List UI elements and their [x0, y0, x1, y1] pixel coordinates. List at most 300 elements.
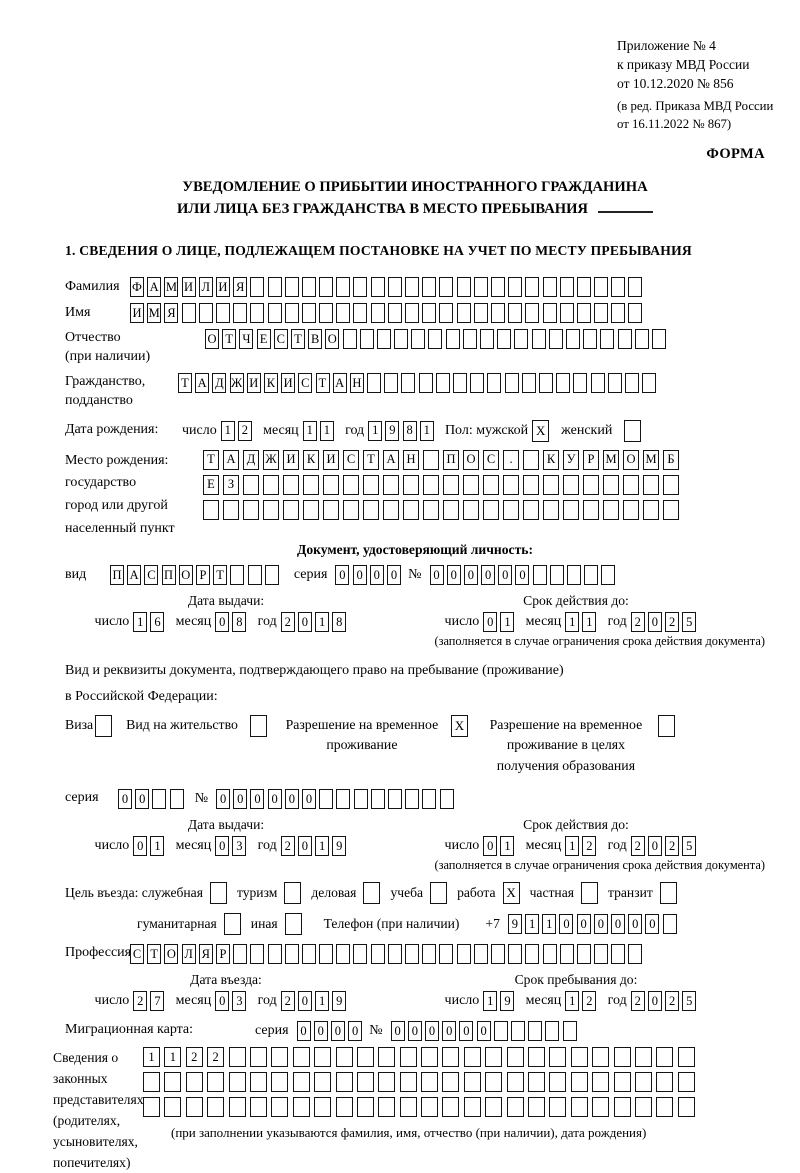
char-cell[interactable] [543, 277, 557, 297]
char-cell[interactable]: 5 [682, 612, 696, 632]
char-cell[interactable]: 5 [682, 836, 696, 856]
char-cell[interactable] [505, 373, 519, 393]
char-cell[interactable]: 0 [215, 991, 229, 1011]
char-cell[interactable] [508, 944, 522, 964]
char-cell[interactable] [199, 303, 213, 323]
char-cell[interactable] [250, 1047, 267, 1067]
char-cell[interactable]: С [298, 373, 312, 393]
char-cell[interactable]: О [205, 329, 219, 349]
char-cell[interactable]: А [127, 565, 141, 585]
char-cell[interactable]: 9 [332, 836, 346, 856]
char-cell[interactable]: Д [212, 373, 226, 393]
char-cell[interactable] [678, 1072, 695, 1092]
char-cell[interactable] [400, 1097, 417, 1117]
char-cell[interactable] [207, 1097, 224, 1117]
char-cell[interactable] [233, 303, 247, 323]
char-cell[interactable]: 0 [297, 1021, 311, 1041]
char-cell[interactable] [485, 1047, 502, 1067]
char-cell[interactable] [357, 1047, 374, 1067]
char-cell[interactable]: 0 [498, 565, 512, 585]
char-cell[interactable] [608, 373, 622, 393]
char-cell[interactable] [343, 329, 357, 349]
char-cell[interactable] [436, 373, 450, 393]
char-cell[interactable] [618, 329, 632, 349]
char-cell[interactable] [603, 500, 619, 520]
char-cell[interactable] [528, 1072, 545, 1092]
char-cell[interactable] [229, 1097, 246, 1117]
char-cell[interactable] [464, 1047, 481, 1067]
char-cell[interactable] [503, 475, 519, 495]
char-cell[interactable] [563, 475, 579, 495]
char-cell[interactable] [223, 500, 239, 520]
char-cell[interactable] [474, 303, 488, 323]
char-cell[interactable]: С [130, 944, 144, 964]
char-cell[interactable] [614, 1097, 631, 1117]
char-cell[interactable] [491, 277, 505, 297]
char-cell[interactable] [343, 500, 359, 520]
char-cell[interactable] [388, 303, 402, 323]
char-cell[interactable] [285, 944, 299, 964]
char-cell[interactable]: 0 [348, 1021, 362, 1041]
char-cell[interactable]: И [182, 277, 196, 297]
char-cell[interactable]: Р [196, 565, 210, 585]
char-cell[interactable] [411, 329, 425, 349]
char-cell[interactable] [401, 373, 415, 393]
char-cell[interactable]: А [383, 450, 399, 470]
char-cell[interactable] [600, 329, 614, 349]
char-cell[interactable] [422, 944, 436, 964]
char-cell[interactable]: 2 [582, 836, 596, 856]
char-cell[interactable] [439, 303, 453, 323]
char-cell[interactable] [663, 500, 679, 520]
purpose-work-checkbox[interactable]: X [503, 882, 520, 904]
char-cell[interactable] [470, 373, 484, 393]
char-cell[interactable] [594, 277, 608, 297]
char-cell[interactable]: 2 [281, 612, 295, 632]
char-cell[interactable] [560, 944, 574, 964]
char-cell[interactable] [528, 1047, 545, 1067]
char-cell[interactable]: 2 [133, 991, 147, 1011]
char-cell[interactable]: А [195, 373, 209, 393]
char-cell[interactable] [507, 1047, 524, 1067]
char-cell[interactable]: 0 [425, 1021, 439, 1041]
char-cell[interactable] [508, 303, 522, 323]
char-cell[interactable]: . [503, 450, 519, 470]
char-cell[interactable] [483, 500, 499, 520]
char-cell[interactable] [628, 303, 642, 323]
char-cell[interactable] [268, 944, 282, 964]
char-cell[interactable]: 9 [385, 421, 399, 441]
char-cell[interactable] [371, 303, 385, 323]
char-cell[interactable] [543, 475, 559, 495]
char-cell[interactable] [336, 277, 350, 297]
char-cell[interactable] [583, 500, 599, 520]
char-cell[interactable] [216, 303, 230, 323]
char-cell[interactable] [611, 277, 625, 297]
char-cell[interactable] [230, 565, 244, 585]
char-cell[interactable]: 0 [430, 565, 444, 585]
char-cell[interactable] [507, 1097, 524, 1117]
char-cell[interactable] [383, 500, 399, 520]
char-cell[interactable]: 0 [481, 565, 495, 585]
char-cell[interactable] [543, 500, 559, 520]
char-cell[interactable] [625, 373, 639, 393]
char-cell[interactable] [594, 303, 608, 323]
char-cell[interactable] [463, 475, 479, 495]
char-cell[interactable]: 0 [298, 612, 312, 632]
char-cell[interactable]: Д [243, 450, 259, 470]
char-cell[interactable] [443, 500, 459, 520]
char-cell[interactable] [293, 1047, 310, 1067]
sex-male-checkbox[interactable]: X [532, 420, 549, 442]
visa-checkbox[interactable] [95, 715, 112, 737]
char-cell[interactable] [371, 944, 385, 964]
char-cell[interactable]: 1 [483, 991, 497, 1011]
char-cell[interactable] [283, 500, 299, 520]
char-cell[interactable]: 1 [500, 836, 514, 856]
char-cell[interactable] [663, 475, 679, 495]
char-cell[interactable] [453, 373, 467, 393]
char-cell[interactable]: 0 [314, 1021, 328, 1041]
char-cell[interactable] [635, 1097, 652, 1117]
char-cell[interactable] [464, 1097, 481, 1117]
char-cell[interactable] [528, 1097, 545, 1117]
char-cell[interactable] [302, 303, 316, 323]
char-cell[interactable]: 0 [233, 789, 247, 809]
char-cell[interactable] [336, 1047, 353, 1067]
char-cell[interactable] [419, 373, 433, 393]
char-cell[interactable]: 5 [682, 991, 696, 1011]
char-cell[interactable]: 2 [186, 1047, 203, 1067]
char-cell[interactable]: 0 [216, 789, 230, 809]
char-cell[interactable] [503, 500, 519, 520]
char-cell[interactable]: 0 [515, 565, 529, 585]
char-cell[interactable] [152, 789, 166, 809]
char-cell[interactable]: О [463, 450, 479, 470]
char-cell[interactable] [611, 944, 625, 964]
char-cell[interactable] [353, 277, 367, 297]
char-cell[interactable] [491, 303, 505, 323]
char-cell[interactable] [628, 944, 642, 964]
char-cell[interactable] [323, 475, 339, 495]
char-cell[interactable] [446, 329, 460, 349]
char-cell[interactable]: 0 [648, 991, 662, 1011]
char-cell[interactable] [285, 303, 299, 323]
char-cell[interactable] [494, 1021, 508, 1041]
char-cell[interactable] [303, 475, 319, 495]
char-cell[interactable]: А [147, 277, 161, 297]
char-cell[interactable]: Т [178, 373, 192, 393]
char-cell[interactable]: 1 [565, 612, 579, 632]
char-cell[interactable]: А [223, 450, 239, 470]
char-cell[interactable] [485, 1097, 502, 1117]
char-cell[interactable]: Ж [263, 450, 279, 470]
char-cell[interactable]: С [483, 450, 499, 470]
char-cell[interactable]: 0 [250, 789, 264, 809]
char-cell[interactable]: 1 [542, 914, 556, 934]
char-cell[interactable]: Н [350, 373, 364, 393]
char-cell[interactable]: М [147, 303, 161, 323]
char-cell[interactable] [265, 565, 279, 585]
char-cell[interactable] [263, 475, 279, 495]
char-cell[interactable] [293, 1072, 310, 1092]
char-cell[interactable] [507, 1072, 524, 1092]
char-cell[interactable]: 7 [150, 991, 164, 1011]
char-cell[interactable]: 1 [315, 836, 329, 856]
char-cell[interactable]: 1 [221, 421, 235, 441]
char-cell[interactable] [584, 565, 598, 585]
char-cell[interactable] [336, 944, 350, 964]
char-cell[interactable]: 0 [331, 1021, 345, 1041]
char-cell[interactable] [388, 944, 402, 964]
char-cell[interactable]: 1 [315, 612, 329, 632]
char-cell[interactable] [573, 373, 587, 393]
char-cell[interactable]: 1 [315, 991, 329, 1011]
char-cell[interactable] [248, 565, 262, 585]
char-cell[interactable] [383, 475, 399, 495]
char-cell[interactable] [405, 944, 419, 964]
char-cell[interactable] [250, 944, 264, 964]
char-cell[interactable] [143, 1097, 160, 1117]
char-cell[interactable] [522, 373, 536, 393]
char-cell[interactable]: И [247, 373, 261, 393]
char-cell[interactable]: 0 [645, 914, 659, 934]
char-cell[interactable]: О [325, 329, 339, 349]
char-cell[interactable]: 0 [483, 612, 497, 632]
char-cell[interactable] [483, 475, 499, 495]
char-cell[interactable] [463, 329, 477, 349]
char-cell[interactable]: 1 [164, 1047, 181, 1067]
char-cell[interactable]: Я [233, 277, 247, 297]
char-cell[interactable] [480, 329, 494, 349]
char-cell[interactable]: Е [257, 329, 271, 349]
char-cell[interactable] [388, 277, 402, 297]
char-cell[interactable] [528, 1021, 542, 1041]
char-cell[interactable]: 2 [281, 836, 295, 856]
char-cell[interactable] [268, 277, 282, 297]
char-cell[interactable]: 2 [665, 836, 679, 856]
char-cell[interactable]: 0 [370, 565, 384, 585]
char-cell[interactable] [378, 1097, 395, 1117]
char-cell[interactable]: Р [216, 944, 230, 964]
char-cell[interactable] [549, 1097, 566, 1117]
char-cell[interactable]: С [343, 450, 359, 470]
char-cell[interactable]: И [323, 450, 339, 470]
char-cell[interactable]: И [130, 303, 144, 323]
char-cell[interactable] [523, 475, 539, 495]
char-cell[interactable]: 0 [577, 914, 591, 934]
char-cell[interactable]: 9 [500, 991, 514, 1011]
char-cell[interactable]: 1 [525, 914, 539, 934]
char-cell[interactable] [642, 373, 656, 393]
char-cell[interactable]: 2 [665, 612, 679, 632]
char-cell[interactable] [550, 565, 564, 585]
char-cell[interactable] [428, 329, 442, 349]
char-cell[interactable] [623, 500, 639, 520]
char-cell[interactable] [485, 1072, 502, 1092]
char-cell[interactable]: 2 [281, 991, 295, 1011]
char-cell[interactable] [250, 303, 264, 323]
char-cell[interactable] [319, 944, 333, 964]
char-cell[interactable]: 0 [387, 565, 401, 585]
char-cell[interactable] [363, 500, 379, 520]
char-cell[interactable] [543, 303, 557, 323]
char-cell[interactable]: О [623, 450, 639, 470]
char-cell[interactable] [577, 277, 591, 297]
char-cell[interactable]: 8 [232, 612, 246, 632]
purpose-business-checkbox[interactable] [363, 882, 380, 904]
char-cell[interactable]: Н [403, 450, 419, 470]
char-cell[interactable]: 0 [559, 914, 573, 934]
char-cell[interactable]: 0 [459, 1021, 473, 1041]
char-cell[interactable] [594, 944, 608, 964]
char-cell[interactable] [635, 1047, 652, 1067]
char-cell[interactable] [611, 303, 625, 323]
char-cell[interactable]: А [333, 373, 347, 393]
char-cell[interactable] [592, 1097, 609, 1117]
char-cell[interactable] [678, 1097, 695, 1117]
char-cell[interactable] [314, 1047, 331, 1067]
char-cell[interactable] [628, 277, 642, 297]
char-cell[interactable] [314, 1097, 331, 1117]
char-cell[interactable] [186, 1097, 203, 1117]
char-cell[interactable]: 0 [268, 789, 282, 809]
char-cell[interactable]: Т [213, 565, 227, 585]
purpose-official-checkbox[interactable] [210, 882, 227, 904]
char-cell[interactable] [583, 475, 599, 495]
char-cell[interactable] [186, 1072, 203, 1092]
char-cell[interactable] [363, 475, 379, 495]
char-cell[interactable]: 0 [133, 836, 147, 856]
char-cell[interactable]: 8 [403, 421, 417, 441]
char-cell[interactable] [464, 1072, 481, 1092]
char-cell[interactable] [442, 1097, 459, 1117]
char-cell[interactable]: М [164, 277, 178, 297]
char-cell[interactable] [474, 944, 488, 964]
char-cell[interactable]: Р [583, 450, 599, 470]
char-cell[interactable] [314, 1072, 331, 1092]
char-cell[interactable]: У [563, 450, 579, 470]
char-cell[interactable] [423, 450, 439, 470]
char-cell[interactable] [532, 329, 546, 349]
char-cell[interactable] [571, 1072, 588, 1092]
char-cell[interactable] [293, 1097, 310, 1117]
char-cell[interactable]: 0 [477, 1021, 491, 1041]
char-cell[interactable] [549, 1072, 566, 1092]
char-cell[interactable]: О [164, 944, 178, 964]
char-cell[interactable] [250, 1097, 267, 1117]
char-cell[interactable] [336, 789, 350, 809]
char-cell[interactable]: 1 [420, 421, 434, 441]
char-cell[interactable] [457, 303, 471, 323]
char-cell[interactable] [421, 1072, 438, 1092]
char-cell[interactable]: 9 [332, 991, 346, 1011]
char-cell[interactable]: 6 [150, 612, 164, 632]
char-cell[interactable]: 3 [232, 991, 246, 1011]
char-cell[interactable] [336, 303, 350, 323]
char-cell[interactable]: 2 [631, 612, 645, 632]
char-cell[interactable]: 0 [215, 612, 229, 632]
char-cell[interactable] [233, 944, 247, 964]
char-cell[interactable] [164, 1097, 181, 1117]
char-cell[interactable] [371, 789, 385, 809]
char-cell[interactable]: 1 [320, 421, 334, 441]
char-cell[interactable] [353, 944, 367, 964]
char-cell[interactable]: 0 [285, 789, 299, 809]
char-cell[interactable] [384, 373, 398, 393]
char-cell[interactable]: И [216, 277, 230, 297]
char-cell[interactable] [319, 789, 333, 809]
char-cell[interactable] [243, 500, 259, 520]
char-cell[interactable] [357, 1097, 374, 1117]
char-cell[interactable] [560, 303, 574, 323]
char-cell[interactable] [457, 277, 471, 297]
char-cell[interactable]: 0 [648, 612, 662, 632]
char-cell[interactable] [442, 1072, 459, 1092]
char-cell[interactable] [343, 475, 359, 495]
char-cell[interactable] [549, 329, 563, 349]
char-cell[interactable]: 0 [298, 991, 312, 1011]
char-cell[interactable]: 8 [332, 612, 346, 632]
char-cell[interactable] [560, 277, 574, 297]
char-cell[interactable] [556, 373, 570, 393]
char-cell[interactable] [508, 277, 522, 297]
char-cell[interactable] [491, 944, 505, 964]
char-cell[interactable] [336, 1097, 353, 1117]
char-cell[interactable]: 0 [648, 836, 662, 856]
char-cell[interactable]: О [179, 565, 193, 585]
char-cell[interactable] [523, 500, 539, 520]
char-cell[interactable]: З [223, 475, 239, 495]
char-cell[interactable] [354, 789, 368, 809]
char-cell[interactable]: Т [203, 450, 219, 470]
char-cell[interactable] [203, 500, 219, 520]
char-cell[interactable] [422, 789, 436, 809]
purpose-transit-checkbox[interactable] [660, 882, 677, 904]
char-cell[interactable]: 0 [353, 565, 367, 585]
char-cell[interactable] [400, 1047, 417, 1067]
char-cell[interactable]: Ч [239, 329, 253, 349]
char-cell[interactable] [525, 944, 539, 964]
char-cell[interactable] [463, 500, 479, 520]
char-cell[interactable] [405, 303, 419, 323]
purpose-humanitarian-checkbox[interactable] [224, 913, 241, 935]
char-cell[interactable] [421, 1097, 438, 1117]
char-cell[interactable] [577, 303, 591, 323]
char-cell[interactable] [643, 500, 659, 520]
char-cell[interactable] [421, 1047, 438, 1067]
char-cell[interactable] [303, 500, 319, 520]
char-cell[interactable]: 0 [335, 565, 349, 585]
char-cell[interactable]: Т [147, 944, 161, 964]
char-cell[interactable]: С [144, 565, 158, 585]
char-cell[interactable]: 2 [631, 991, 645, 1011]
char-cell[interactable]: Л [182, 944, 196, 964]
char-cell[interactable] [422, 303, 436, 323]
char-cell[interactable] [302, 277, 316, 297]
char-cell[interactable] [229, 1047, 246, 1067]
char-cell[interactable]: 0 [215, 836, 229, 856]
char-cell[interactable]: 0 [408, 1021, 422, 1041]
char-cell[interactable] [474, 277, 488, 297]
char-cell[interactable] [663, 914, 677, 934]
char-cell[interactable] [271, 1097, 288, 1117]
char-cell[interactable] [545, 1021, 559, 1041]
char-cell[interactable] [405, 277, 419, 297]
char-cell[interactable] [360, 329, 374, 349]
temp-residence-checkbox[interactable]: X [451, 715, 468, 737]
char-cell[interactable]: 0 [611, 914, 625, 934]
